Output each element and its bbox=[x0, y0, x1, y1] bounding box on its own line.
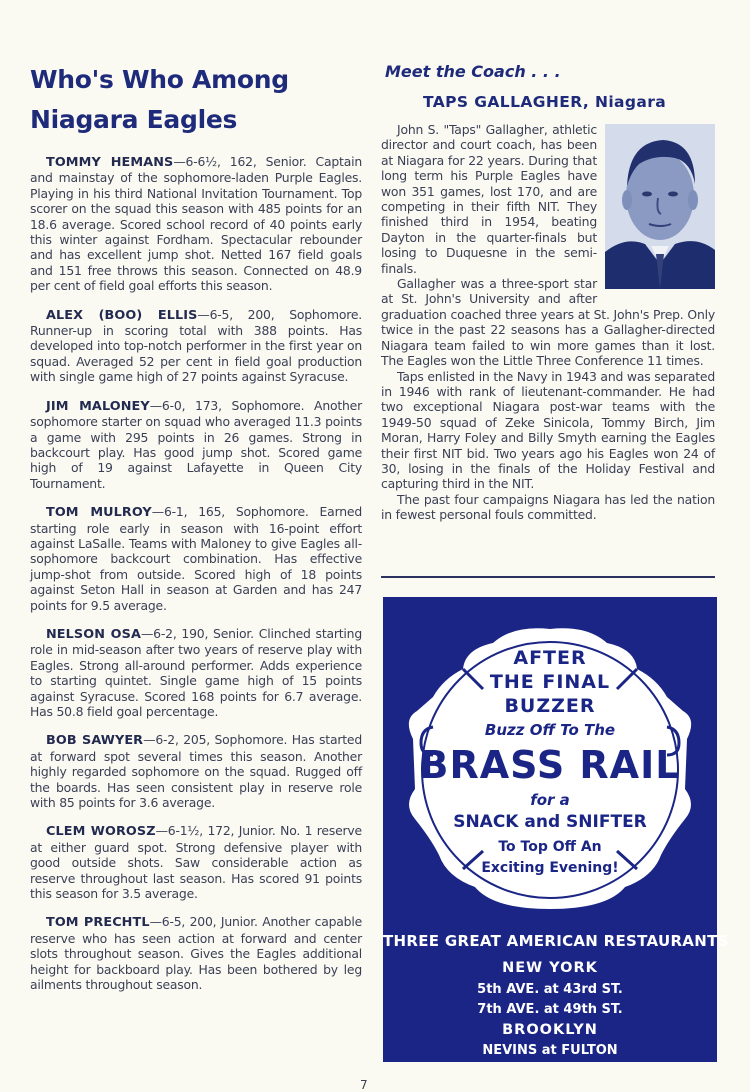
ad-address-1: 5th AVE. at 43rd ST. bbox=[477, 982, 623, 997]
player-name: NELSON OSA bbox=[46, 626, 141, 642]
title-line-1: Who's Who Among bbox=[30, 65, 289, 94]
coach-paragraph: The past four campaigns Niagara has led the nation in fewest personal fouls committed. bbox=[381, 491, 715, 523]
ad-brooklyn: BROOKLYN bbox=[502, 1022, 598, 1038]
page-title bbox=[30, 60, 362, 140]
ad-line-after: AFTER bbox=[513, 647, 587, 669]
coach-paragraph: Taps enlisted in the Navy in 1943 and was separated in 1946 with rank of lieutenant-commander. He had two exceptional Niagara post-war teams with the 1949-50 squad of Zeke Sinicola, Tommy Birch, Jim Moran, Harry Foley and Billy Smyth earning the Eagles their first NIT bid. Two years ago his Eagles won 24 of 30, losing in the finals of the Holiday Festival and capturing third in the NIT. bbox=[381, 368, 715, 492]
player-description: —6-2, 205, Sophomore. Has started at forward spot several times this season. Another highly regarded sophomore on the squad. Rugged off the boards. Has seen consistent play in reserve role with 85 points for 3.6 average. bbox=[30, 732, 362, 811]
coach-portrait-image bbox=[605, 124, 715, 289]
player-name: TOMMY HEMANS bbox=[46, 155, 174, 170]
section-divider bbox=[381, 576, 715, 578]
meet-coach-heading: Meet the Coach . . . bbox=[385, 62, 561, 81]
ad-three-restaurants: THREE GREAT AMERICAN RESTAURANTS bbox=[383, 932, 729, 950]
player-name: ALEX (BOO) ELLIS bbox=[46, 307, 198, 323]
coach-photo bbox=[605, 124, 715, 289]
player-description: —6-1½, 172, Junior. No. 1 reserve at either guard spot. Strong defensive player with good outside shots. Saw considerable action as reserve throughout last season. Has scored 91 points this season for 3.5 average. bbox=[30, 823, 362, 902]
player-description: —6-6½, 162, Senior. Captain and mainstay of the sophomore-laden Purple Eagles. Playing in his third National Invitation Tournament. Top scorer on the squad this season with 485 points for an 18.6 average. Scored school record of 40 points early this winter against Fordham. Spectacular rebounder and has excellent jump shot. Netted 167 field goals and 151 free throws this season. Connected on 48.9 per cent of field goal efforts this season. bbox=[30, 154, 363, 294]
player-entry bbox=[30, 398, 362, 491]
player-entry bbox=[30, 732, 362, 810]
brass-rail-advertisement bbox=[383, 597, 729, 1062]
ad-brand-brass-rail: BRASS RAIL bbox=[419, 743, 681, 787]
players-column bbox=[30, 60, 362, 1006]
player-name: BOB SAWYER bbox=[46, 733, 144, 749]
player-name: TOM PRECHTL bbox=[46, 915, 150, 931]
coach-name-heading: TAPS GALLAGHER, Niagara bbox=[423, 93, 667, 111]
ad-line-buzzer: BUZZER bbox=[504, 695, 596, 717]
player-entry bbox=[30, 823, 362, 901]
player-description: —6-2, 190, Senior. Clinched starting role in mid-season after two years of reserve play with Eagles. Strong all-around performer. Adds experience to starting quintet. Single game high of 15 points against Syracuse. Scored 168 points for 6.7 average. Has 50.8 field goal percentage. bbox=[30, 625, 362, 719]
player-list bbox=[30, 154, 362, 993]
player-name: JIM MALONEY bbox=[46, 398, 150, 414]
ad-line-the-final: THE FINAL bbox=[489, 671, 611, 693]
player-name: CLEM WOROSZ bbox=[46, 824, 156, 840]
player-description: —6-0, 173, Sophomore. Another sophomore starter on squad who averaged 11.3 points a game with 295 points in 26 games. Strong in backcourt play. Has good jump shot. Scored game high of 19 against Lafayette in Queen City Tournament. bbox=[30, 397, 362, 491]
player-description: —6-5, 200, Sophomore. Runner-up in scoring total with 388 points. Has developed into top-notch performer in the first year on squad. Averaged 52 per cent in field goal production with single game high of 27 points against Syracuse. bbox=[30, 306, 362, 385]
player-entry bbox=[30, 307, 362, 385]
coach-bio bbox=[381, 122, 715, 523]
ad-line-exciting: Exciting Evening! bbox=[481, 860, 619, 876]
ad-line-buzz-off: Buzz Off To The bbox=[484, 721, 616, 739]
player-description: —6-1, 165, Sophomore. Earned starting role early in season with 16-point effort against LaSalle. Teams with Maloney to give Eagles all-sophomore backcourt combination. Has effective jump-shot from outside. Scored high of 18 points against Seton Hall in season at Garden and has 247 points for 9.5 average. bbox=[30, 504, 362, 613]
ad-line-for-a: for a bbox=[530, 791, 570, 809]
page-number: 7 bbox=[360, 1078, 368, 1092]
coach-paragraph: Gallagher was a three-sport star at St. John's University and after graduation coached three years at St. John's Prep. Only twice in the past 22 seasons has a Gallagher-directed Niagara team failed to win more games than it lost. The Eagles won the Little Three Conference 11 times. bbox=[381, 276, 715, 369]
title-line-2: Niagara Eagles bbox=[30, 105, 238, 134]
player-entry bbox=[30, 154, 362, 294]
ad-line-top-off: To Top Off An bbox=[498, 839, 602, 855]
player-entry bbox=[30, 504, 362, 613]
player-entry bbox=[30, 914, 362, 992]
player-description: —6-5, 200, Junior. Another capable reserve who has seen action at forward and center slots throughout season. Gives the Eagles additional height for backboard play. Has been bothered by leg ailments throughout season. bbox=[30, 914, 363, 993]
ad-address-2: 7th AVE. at 49th ST. bbox=[477, 1002, 623, 1017]
ad-address-3: NEVINS at FULTON bbox=[482, 1043, 618, 1058]
ad-line-snack: SNACK and SNIFTER bbox=[453, 812, 647, 832]
coach-paragraph: John S. "Taps" Gallagher, athletic director and court coach, has been at Niagara for 22 years. During that long term his Purple Eagles have won 351 games, lost 170, and are competing in their fifth NIT. They finished third in 1954, beating Dayton in the quarter-finals but losing to Duquesne in the semi-finals. bbox=[381, 122, 597, 276]
ad-new-york: NEW YORK bbox=[502, 960, 598, 976]
player-name: TOM MULROY bbox=[46, 505, 152, 521]
player-entry bbox=[30, 626, 362, 719]
